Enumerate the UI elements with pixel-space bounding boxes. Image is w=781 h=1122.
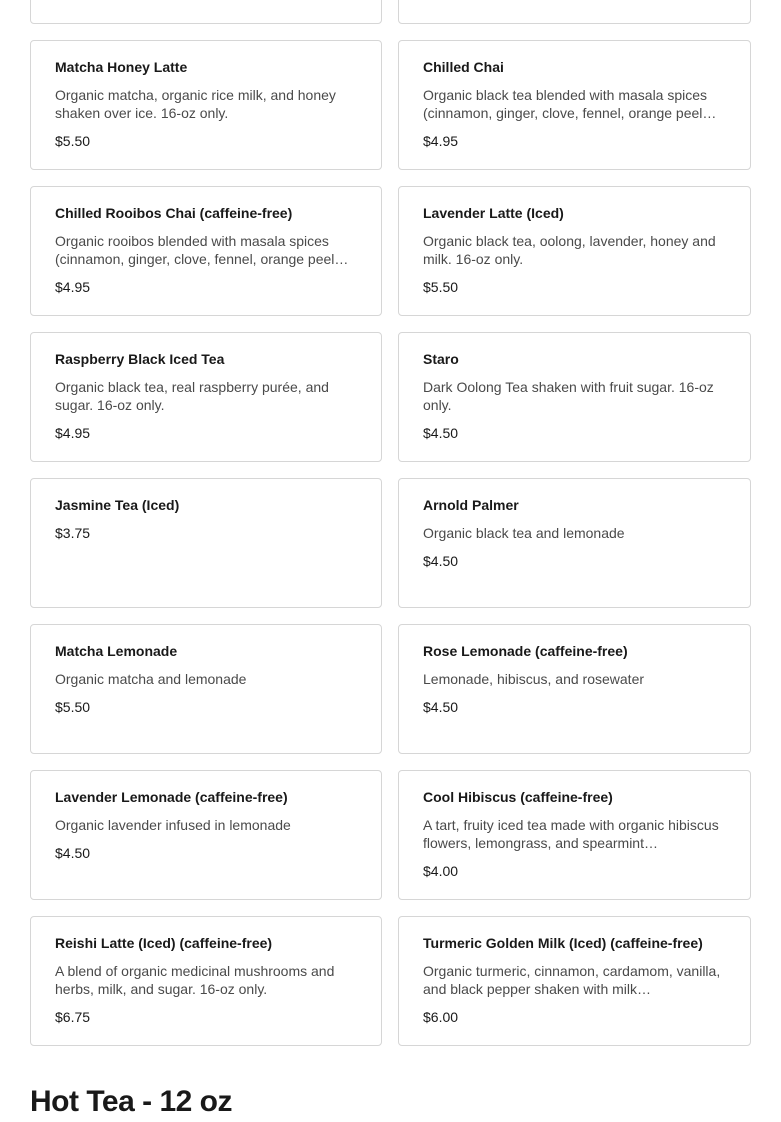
- item-price: $4.95: [55, 279, 91, 295]
- menu-item-card[interactable]: [30, 332, 382, 462]
- section-title: Hot Tea - 12 oz: [30, 1085, 232, 1118]
- item-price: $4.95: [55, 425, 91, 441]
- item-name: Matcha Lemonade: [55, 643, 178, 659]
- item-price: $4.00: [423, 863, 459, 879]
- item-description: Organic black tea blended with masala spices (cinnamon, ginger, clove, fennel, orange peel…: [423, 87, 717, 121]
- item-name: Arnold Palmer: [423, 497, 519, 513]
- item-name: Staro: [423, 351, 459, 367]
- item-description: Organic matcha and lemonade: [55, 671, 247, 687]
- item-description: Dark Oolong Tea shaken with fruit sugar. 16-oz only.: [423, 379, 714, 413]
- item-description: Organic turmeric, cinnamon, cardamom, vanilla, and black pepper shaken with milk…: [423, 963, 721, 997]
- item-price: $4.50: [55, 845, 91, 861]
- menu-item-card[interactable]: [30, 40, 382, 170]
- item-name: Matcha Honey Latte: [55, 59, 188, 75]
- menu-item-card[interactable]: [30, 0, 382, 24]
- item-price: $4.50: [423, 425, 459, 441]
- item-name: Chilled Rooibos Chai (caffeine-free): [55, 205, 293, 221]
- item-description: Lemonade, hibiscus, and rosewater: [423, 671, 645, 687]
- menu-items-grid: [30, 0, 751, 1046]
- item-price: $4.50: [423, 553, 459, 569]
- item-description: Organic lavender infused in lemonade: [55, 817, 291, 833]
- menu-item-card[interactable]: [30, 624, 382, 754]
- item-name: Turmeric Golden Milk (Iced) (caffeine-free): [423, 935, 703, 951]
- item-name: Lavender Latte (Iced): [423, 205, 564, 221]
- item-price: $6.00: [423, 1009, 459, 1025]
- item-price: $4.95: [423, 133, 459, 149]
- menu-item-card[interactable]: [30, 770, 382, 900]
- menu-item-card[interactable]: [398, 186, 751, 316]
- item-name: Chilled Chai: [423, 59, 504, 75]
- item-description: Organic black tea and lemonade: [423, 525, 625, 541]
- item-name: Lavender Lemonade (caffeine-free): [55, 789, 288, 805]
- menu-item-card[interactable]: [30, 186, 382, 316]
- menu-item-card[interactable]: [30, 916, 382, 1046]
- item-price: $3.75: [55, 525, 91, 541]
- menu-item-card[interactable]: [398, 0, 751, 24]
- item-description: A tart, fruity iced tea made with organic hibiscus flowers, lemongrass, and spearmint…: [423, 817, 719, 851]
- item-price: $5.50: [55, 133, 91, 149]
- item-description: Organic black tea, real raspberry purée, and sugar. 16-oz only.: [55, 379, 329, 413]
- item-price: $6.75: [55, 1009, 91, 1025]
- menu-item-card[interactable]: [30, 478, 382, 608]
- menu-item-card[interactable]: [398, 478, 751, 608]
- menu-item-card[interactable]: [398, 770, 751, 900]
- item-price: $5.50: [423, 279, 459, 295]
- item-name: Rose Lemonade (caffeine-free): [423, 643, 628, 659]
- menu-item-card[interactable]: [398, 40, 751, 170]
- item-description: A blend of organic medicinal mushrooms and herbs, milk, and sugar. 16-oz only.: [55, 963, 335, 997]
- item-name: Reishi Latte (Iced) (caffeine-free): [55, 935, 273, 951]
- item-name: Jasmine Tea (Iced): [55, 497, 180, 513]
- item-price: $4.50: [423, 699, 459, 715]
- item-price: $5.50: [55, 699, 91, 715]
- menu-item-card[interactable]: [398, 624, 751, 754]
- item-name: Raspberry Black Iced Tea: [55, 351, 225, 367]
- item-name: Cool Hibiscus (caffeine-free): [423, 789, 613, 805]
- menu-item-card[interactable]: [398, 916, 751, 1046]
- menu-item-card[interactable]: [398, 332, 751, 462]
- item-description: Organic black tea, oolong, lavender, honey and milk. 16-oz only.: [423, 233, 716, 267]
- item-description: Organic matcha, organic rice milk, and honey shaken over ice. 16-oz only.: [55, 87, 336, 121]
- item-description: Organic rooibos blended with masala spices (cinnamon, ginger, clove, fennel, orange peel…: [55, 233, 349, 267]
